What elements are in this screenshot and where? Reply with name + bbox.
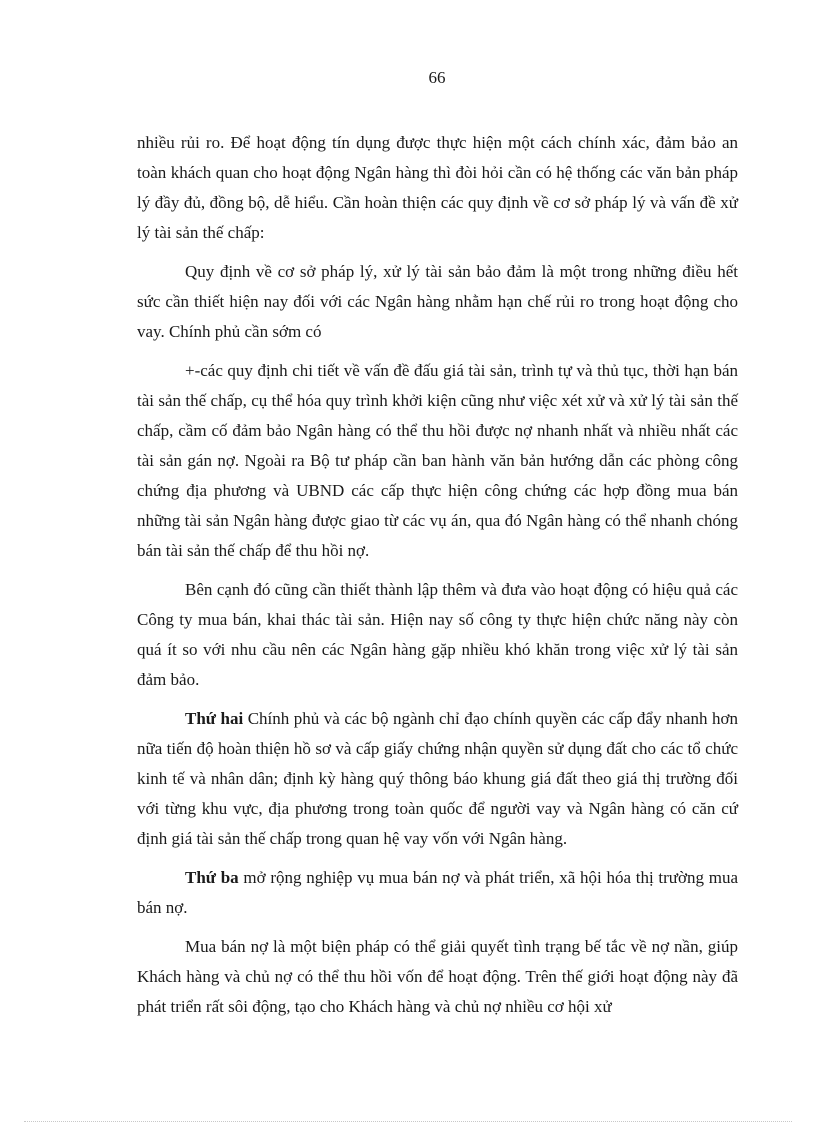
paragraph-1: nhiều rủi ro. Để hoạt động tín dụng được thực hiện một cách chính xác, đảm bảo an toàn khách quan cho hoạt động Ngân hàng thì đòi hỏi cần có hệ thống các văn bản pháp lý đầy đủ, đồng bộ, dễ hiểu. Cần hoàn thiện các quy định về cơ sở pháp lý và vấn đề xử lý tài sản thế chấp:	[137, 133, 738, 242]
paragraph-6-text: mở rộng nghiệp vụ mua bán nợ và phát triển, xã hội hóa thị trường mua bán nợ.	[137, 868, 738, 917]
paragraph-4: Bên cạnh đó cũng cần thiết thành lập thêm và đưa vào hoạt động có hiệu quả các Công ty mua bán, khai thác tài sản. Hiện nay số công ty thực hiện chức năng này còn quá ít so với nhu cầu nên các Ngân hàng gặp nhiều khó khăn trong việc xử lý tài sản đảm bảo.	[137, 580, 738, 689]
page-bottom-rule	[24, 1121, 792, 1122]
paragraph-6	[137, 863, 738, 923]
paragraph-5	[137, 704, 738, 854]
paragraph-7: Mua bán nợ là một biện pháp có thể giải quyết tình trạng bế tắc về nợ nần, giúp Khách hàng và chủ nợ có thể thu hồi vốn để hoạt động. Trên thế giới hoạt động này đã phát triển rất sôi động, tạo cho Khách hàng và chủ nợ nhiều cơ hội xử	[137, 937, 738, 1016]
page-number: 66	[428, 68, 446, 87]
paragraph-5-text: Chính phủ và các bộ ngành chỉ đạo chính quyền các cấp đẩy nhanh hơn nữa tiến độ hoàn thiện hồ sơ và cấp giấy chứng nhận quyền sử dụng đất cho các tổ chức kinh tế và nhân dân; định kỳ hàng quý thông báo khung giá đất theo giá thị trường đối với từng khu vực, địa phương trong toàn quốc để người vay và Ngân hàng có căn cứ định giá tài sản thế chấp trong quan hệ vay vốn với Ngân hàng.	[137, 709, 738, 848]
document-body	[137, 128, 738, 1031]
paragraph-3: +-các quy định chi tiết về vấn đề đấu giá tài sản, trình tự và thủ tục, thời hạn bán tài sản thế chấp, cụ thể hóa quy trình khởi kiện cũng như việc xét xử và xử lý tài sản thế chấp, cầm cố đảm bảo Ngân hàng có thể thu hồi được nợ nhanh nhất và nhiều nhất các tài sản gán nợ. Ngoài ra Bộ tư pháp cần ban hành văn bản hướng dẫn các phòng công chứng địa phương và UBND các cấp thực hiện công chứng các hợp đồng mua bán những tài sản Ngân hàng được giao từ các vụ án, qua đó Ngân hàng có thể nhanh chóng bán tài sản thế chấp để thu hồi nợ.	[137, 361, 738, 560]
paragraph-5-lead: Thứ hai	[185, 709, 244, 728]
paragraph-2: Quy định về cơ sở pháp lý, xử lý tài sản bảo đảm là một trong những điều hết sức cần thiết hiện nay đối với các Ngân hàng nhằm hạn chế rủi ro trong hoạt động cho vay. Chính phủ cần sớm có	[137, 262, 738, 341]
paragraph-6-lead: Thứ ba	[185, 868, 239, 887]
